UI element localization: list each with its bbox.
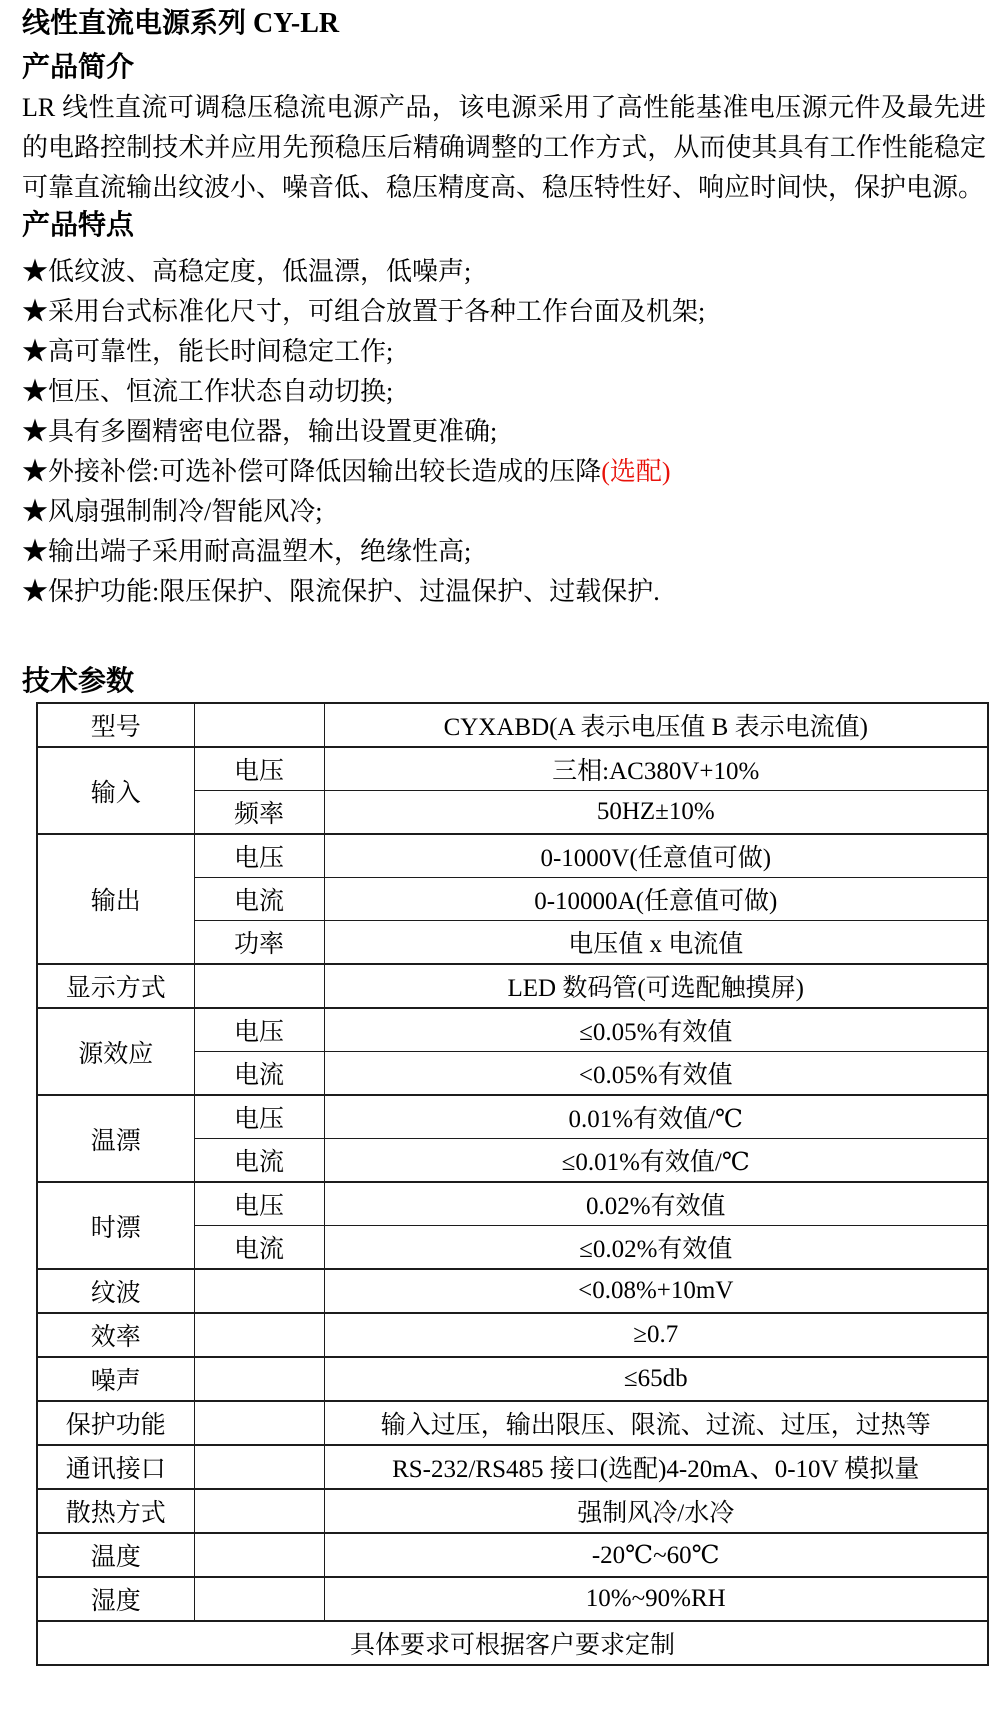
feature-text: ★恒压、恒流工作状态自动切换; [22,377,394,406]
spec-sub-cell [194,1445,324,1489]
feature-text: ★保护功能:限压保护、限流保护、过温保护、过载保护. [22,577,660,606]
features-list [22,252,986,612]
spec-sub-cell: 电压 [194,747,324,791]
table-footer-cell: 具体要求可根据客户要求定制 [37,1621,988,1665]
spec-value-cell: ≤0.01%有效值/℃ [324,1139,988,1183]
spec-label-cell: 显示方式 [37,964,194,1008]
spec-sub-cell: 电流 [194,1052,324,1096]
specs-heading: 技术参数 [22,666,135,697]
feature-text: ★具有多圈精密电位器，输出设置更准确; [22,417,498,446]
spec-sub-cell: 电压 [194,834,324,878]
features-heading: 产品特点 [22,210,135,241]
table-row [37,1533,988,1577]
spec-label-cell: 温度 [37,1533,194,1577]
spec-sub-cell [194,1313,324,1357]
spec-value-cell: 输入过压，输出限压、限流、过流、过压，过热等 [324,1401,988,1445]
spec-value-cell: 0.02%有效值 [324,1182,988,1226]
spec-label-cell: 时漂 [37,1182,194,1269]
table-row [37,1269,988,1313]
spec-label-cell: 源效应 [37,1008,194,1095]
feature-text: ★低纹波、高稳定度，低温漂，低噪声; [22,257,472,286]
spec-sub-cell [194,1533,324,1577]
spec-value-cell: CYXABD(A 表示电压值 B 表示电流值) [324,703,988,747]
specs-table [36,702,989,1666]
spec-value-cell: 强制风冷/水冷 [324,1489,988,1533]
spec-label-cell: 噪声 [37,1357,194,1401]
spec-sub-cell: 电流 [194,1226,324,1270]
feature-item [22,292,986,332]
table-row [37,703,988,747]
spec-sub-cell [194,703,324,747]
spec-value-cell: 50HZ±10% [324,791,988,835]
table-row [37,1095,988,1139]
spec-value-cell: 0.01%有效值/℃ [324,1095,988,1139]
spec-sub-cell: 电流 [194,878,324,921]
spec-label-cell: 保护功能 [37,1401,194,1445]
spec-sub-cell: 电压 [194,1095,324,1139]
spec-label-cell: 输入 [37,747,194,834]
feature-text: ★风扇强制制冷/智能风冷; [22,497,323,526]
spec-value-cell: <0.08%+10mV [324,1269,988,1313]
spec-value-cell: 10%~90%RH [324,1577,988,1621]
feature-item [22,572,986,612]
feature-text: ★外接补偿:可选补偿可降低因输出较长造成的压降 [22,457,602,486]
feature-text: ★高可靠性，能长时间稳定工作; [22,337,394,366]
feature-item [22,412,986,452]
table-footer-row [37,1621,988,1665]
feature-item [22,332,986,372]
feature-item [22,372,986,412]
feature-item [22,452,986,492]
spec-label-cell: 输出 [37,834,194,964]
spec-value-cell: ≤0.05%有效值 [324,1008,988,1052]
spec-label-cell: 温漂 [37,1095,194,1182]
spec-sub-cell [194,1269,324,1313]
spec-label-cell: 湿度 [37,1577,194,1621]
optional-tag: (选配) [601,457,671,486]
spec-value-cell: ≤0.02%有效值 [324,1226,988,1270]
spec-value-cell: LED 数码管(可选配触摸屏) [324,964,988,1008]
spec-sub-cell [194,1357,324,1401]
spec-label-cell: 型号 [37,703,194,747]
spec-label-cell: 通讯接口 [37,1445,194,1489]
spec-value-cell: ≤65db [324,1357,988,1401]
feature-item [22,532,986,572]
spec-sub-cell [194,1577,324,1621]
spec-sub-cell: 电压 [194,1008,324,1052]
spec-value-cell: <0.05%有效值 [324,1052,988,1096]
spec-label-cell: 纹波 [37,1269,194,1313]
spec-value-cell: ≥0.7 [324,1313,988,1357]
intro-heading: 产品简介 [22,52,135,83]
spec-value-cell: 0-1000V(任意值可做) [324,834,988,878]
spec-value-cell: 三相:AC380V+10% [324,747,988,791]
spec-sub-cell: 电流 [194,1139,324,1183]
intro-paragraph: LR 线性直流可调稳压稳流电源产品，该电源采用了高性能基准电压源元件及最先进的电路控制技术并应用先预稳压后精确调整的工作方式，从而使其具有工作性能稳定可靠直流输出纹波小、噪音低、稳压精度高、稳压特性好、响应时间快，保护电源。 [22,93,986,202]
spec-sub-cell [194,964,324,1008]
feature-item [22,492,986,532]
table-row [37,1182,988,1226]
table-row [37,747,988,791]
table-row [37,1445,988,1489]
table-row [37,1401,988,1445]
spec-sub-cell [194,1489,324,1533]
feature-item [22,252,986,292]
table-row [37,1489,988,1533]
spec-sub-cell: 功率 [194,921,324,965]
spec-sub-cell [194,1401,324,1445]
spec-label-cell: 效率 [37,1313,194,1357]
table-row [37,964,988,1008]
spec-sub-cell: 频率 [194,791,324,835]
feature-text: ★采用台式标准化尺寸，可组合放置于各种工作台面及机架; [22,297,706,326]
spec-value-cell: 0-10000A(任意值可做) [324,878,988,921]
table-row [37,1577,988,1621]
spec-value-cell: RS-232/RS485 接口(选配)4-20mA、0-10V 模拟量 [324,1445,988,1489]
spec-value-cell: -20℃~60℃ [324,1533,988,1577]
table-row [37,1008,988,1052]
spec-sub-cell: 电压 [194,1182,324,1226]
spec-value-cell: 电压值 x 电流值 [324,921,988,965]
table-row [37,1357,988,1401]
page-title: 线性直流电源系列 CY-LR [22,8,340,39]
table-row [37,834,988,878]
spec-label-cell: 散热方式 [37,1489,194,1533]
table-row [37,1313,988,1357]
feature-text: ★输出端子采用耐高温塑木，绝缘性高; [22,537,472,566]
